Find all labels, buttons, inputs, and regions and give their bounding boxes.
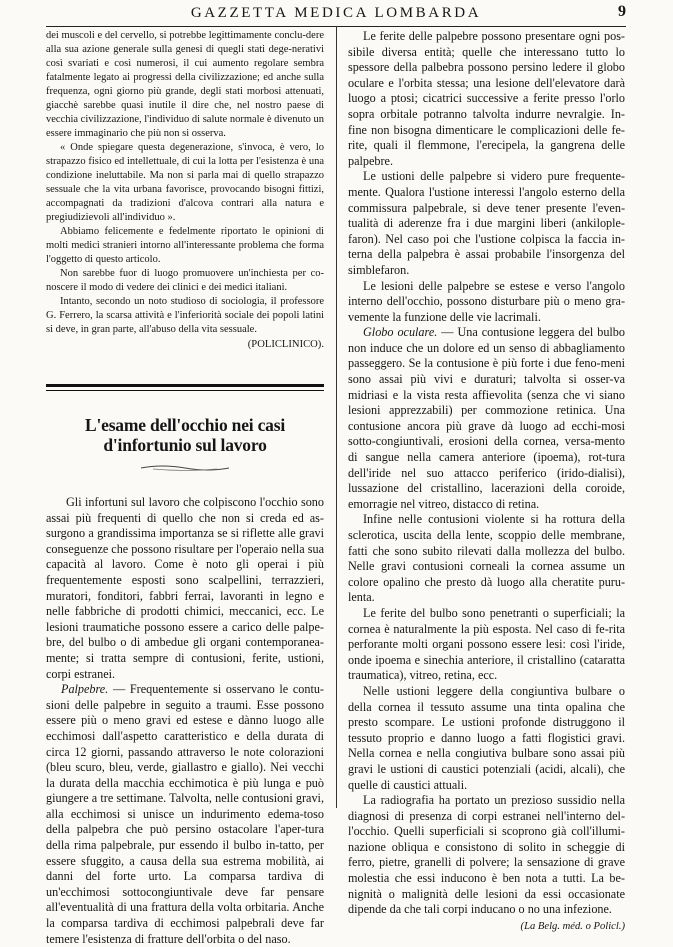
- paragraph: Le ferite del bulbo sono penetranti o superficiali; la cornea è naturalmente la più esposta. Nel caso di fe-rita perforante molti organi possono essere lesi: così l'iride, onde ipoema e sinechia anteriore, il cristallino (cataratta traumatica), vitreo, retina, ecc.: [348, 605, 625, 683]
- page-header: [46, 3, 626, 27]
- paragraph-text: — Frequentemente si osservano le contu-sioni delle palpebre in seguito a traumi. Esse possono essere più o meno gravi ed estese e dànno luogo alle ecchimosi dall'aspetto caratteristico e della durata di circa 12 giorni, passando attraverso le note colorazioni (bleu scuro, bleu, verde, giallastro e giallo). Nei vecchi la durata della macchia ecchimotica è più lunga e può giungere a tre settimane. Talvolta, nelle contusioni gravi, alla ecchimosi si unisce un indurimento edema-toso della palpebra che può persino ostacolare l'aper-tura della rima palpebrale, pur essendo il bulbo in-tatto, per essere sfuggito, a causa della sua estrema mobilità, ai danni del forte urto. La comparsa tardiva di un'ecchimosi sottocongiuntivale deve far pensare all'eventualità di una frattura della volta orbitaria. Anche la comparsa tardiva di ecchimosi palpebrali deve far temere l'esistenza di fratture dell'orbita o del naso.: [46, 682, 324, 946]
- page-number: 9: [618, 3, 626, 20]
- column-divider: [336, 26, 337, 808]
- paragraph: Nelle ustioni leggere della congiuntiva bulbare o della cornea il tessuto assume una tinta opalina che presto scompare. Le ustioni profonde distruggono il tessuto proprio e danno luogo a fatti flogistici gravi. Nella cornea e nella congiutiva bulbare sono assai più gravi le ustioni di caustici potenziali (acidi, alcali), che quelle di caustici attuali.: [348, 683, 625, 792]
- source-text: (La Belg. méd. o Policl.): [520, 920, 625, 932]
- paragraph: dei muscoli e del cervello, si potrebbe legittimamente conclu-dere alla sua azione generale sulla genesi di quegli stati dege-nerativi così svariati e così numerosi, il cui aumento regolare sembra fatalmente legato ai progressi della civilizzazione; ed anche sulla frequenza, ogni giorno più grande, degli stati morbosi attenuati, giacchè sarebbe quasi inutile il dire che, nel nostro paese di vecchia civilizzazione, l'individuo di salute normale è divenuto un essere immaginario che più non si osserva.: [46, 30, 325, 139]
- running-head: GAZZETTA MEDICA LOMBARDA: [190, 5, 482, 21]
- article-title: L'esame dell'occhio nei casi d'infortunio sul lavoro: [85, 415, 285, 455]
- quotation: « Onde spiegare questa degenerazione, s'invoca, è vero, lo strapazzo fisico ed intellettuale, di cui la lotta per l'esistenza è una condizione ineluttabile. Ma non si parla mai di quello strapazzo sessuale che la vita urbana favorisce, provocando bisogni fittizi, accompagnati da tradizioni d'alcova contrari alla natura e pregiudizievoli all'individuo ».: [46, 142, 324, 223]
- paragraph: La radiografia ha portato un prezioso sussidio nella diagnosi di presenza di corpi estranei nell'interno del-l'occhio. Quelli superficiali si scoprono già coll'illumi-nazione obliqua e consistono di solito in scheggie di ferro, pietre, granelli di polvere; la sensazione di grave molestia che essi inducono è ben nota a tutti. La be-nignità o malignità delle lesioni da essi occasionate dipende da che tali corpi inducano o no una infezione.: [348, 793, 625, 917]
- paragraph: Infine nelle contusioni violente si ha rottura della sclerotica, uscita della lente, scoppio delle membrane, fatti che sono subito rilevati dalla mollezza del bulbo. Nelle gravi contusioni corneali la cornea assume un colore opalino che presto dà luogo alla cheratite puru-lenta.: [348, 512, 625, 605]
- paragraph: Le ferite delle palpebre possono presentare ogni pos-sibile diversa entità; quelle che interessano tutto lo spessore della palbebra possono persino ledere il globo oculare e l'orbita stessa; una lesione dell'elevatore darà luogo a ptosi; cicatrici successive a ferite presso l'orlo sopra orbitale potranno talvolta indurre nevralgie. In-fine non bisogna dimenticare le complicazioni delle fe-rite, quali il flemmone, l'erecipela, la gangrena delle palpebre.: [348, 29, 625, 168]
- paragraph: Gli infortuni sul lavoro che colpiscono l'occhio sono assai più frequenti di quello che non si creda ed as-surgono a grandissima importanza se si riflette alle gravi conseguenze che possono risultare per l'operaio nella sua capacità al lavoro. Come è noto gli operai i più frequentemente esposti sono scalpellini, terrazzieri, muratori, fonditori, fabbri ferrai, lavoranti in legno e nelle fabbriche di prodotti chimici, meccanici, ecc. Le lesioni traumatiche possono essere a carico delle palpe-bre, del bulbo o di ambedue gli organi contemporanea-mente; si tratta sempre di contusioni, ferite, ustioni, corpi estranei.: [46, 495, 325, 681]
- ornament-flourish: [139, 464, 231, 472]
- right-column: [348, 29, 625, 934]
- paragraph: [46, 682, 324, 947]
- article-body-left: [46, 495, 324, 947]
- paragraph: Le lesioni delle palpebre se estese e verso l'angolo interno dell'occhio, possono disturbare più o meno gra-vemente la funzione delle vie lacrimali.: [348, 278, 625, 324]
- section-rule-thick: [46, 384, 324, 387]
- section-rule-thin: [46, 390, 324, 391]
- paragraph: [348, 325, 625, 512]
- paragraph-text: — Una contusione leggera del bulbo non induce che un dolore ed un senso di abbagliamento passeggero. Se la contusione è più forte i due feno-meni sono assai più vivi e duraturi; talvolta si osser-va midriasi e la vista resta affievolita (senza che vi siano lesioni apprezzabili) per commozione retinica. Una contusione ancora più grave dà luogo ad ecchi-mosi sotto-congiuntivali, erosioni della cornea, versa-mento di sangue nella camera anteriore (ipoema), rot-tura dell'iride nel suo attacco periferico (irido-dialisi), lussazione del cristallino, lacerazioni della coroide, emorragie nel vitreo, distacco di retina.: [348, 325, 625, 511]
- section-label: Globo oculare.: [363, 325, 438, 340]
- source-citation: [348, 919, 625, 935]
- paragraph: Intanto, secondo un noto studioso di sociologia, il professore G. Ferrero, la scarsa attività e l'inferiorità sociale dei popoli latini si deve, in gran parte, all'abuso della vita sessuale.: [46, 296, 324, 335]
- paragraph: Non sarebbe fuor di luogo promuovere un'inchiesta per co-noscere il modo di vedere dei clinici e dei medici italiani.: [46, 268, 324, 293]
- previous-article-tail: [46, 29, 324, 352]
- left-column: [46, 29, 324, 947]
- section-label: Palpebre.: [61, 682, 109, 697]
- paragraph: Abbiamo felicemente e fedelmente riportato le opinioni di molti medici stranieri intorno all'interessante problema che forma l'oggetto di questo articolo.: [46, 226, 324, 265]
- paragraph: Le ustioni delle palpebre si videro pure frequente-mente. Qualora l'ustione interessi l'angolo esterno della commissura palpebrale, si deve tener presente l'even-tualità di aderenze fra i due margini liberi (ankilople-faron). Nel caso poi che l'ustione colpisca la faccia in-terna della palpebra è assai probabile l'insorgenza del simblefaron.: [348, 169, 625, 277]
- source-citation: (POLICLINICO).: [247, 339, 324, 350]
